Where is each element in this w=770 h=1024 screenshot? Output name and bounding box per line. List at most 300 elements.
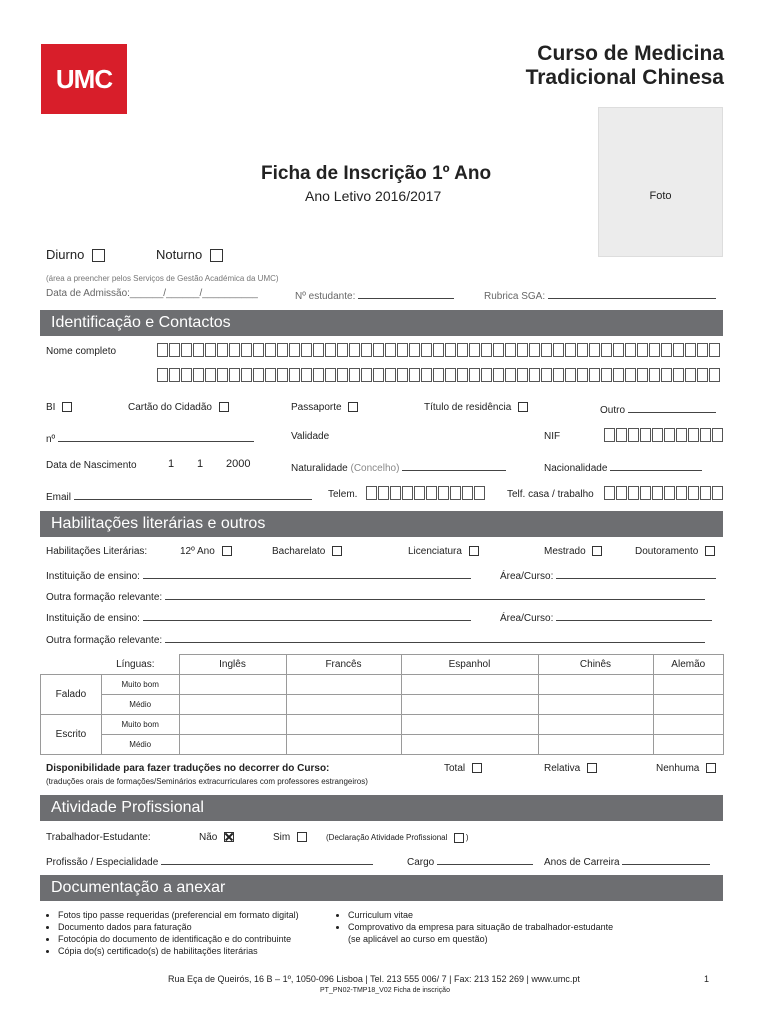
char-box[interactable] xyxy=(640,428,651,442)
written-medium-label: Médio xyxy=(101,735,179,755)
char-box[interactable] xyxy=(289,368,300,382)
table-cell[interactable] xyxy=(401,695,538,715)
char-box[interactable] xyxy=(565,343,576,357)
char-box[interactable] xyxy=(601,368,612,382)
char-box[interactable] xyxy=(577,343,588,357)
availability-relative xyxy=(544,763,597,774)
char-box[interactable] xyxy=(517,368,528,382)
char-box[interactable] xyxy=(277,368,288,382)
char-box[interactable] xyxy=(301,368,312,382)
table-cell[interactable] xyxy=(179,715,286,735)
char-box[interactable] xyxy=(433,343,444,357)
list-item xyxy=(348,921,613,945)
spoken-medium-label: Médio xyxy=(101,695,179,715)
day-checkbox[interactable] xyxy=(92,249,105,262)
char-box[interactable] xyxy=(565,368,576,382)
char-box[interactable] xyxy=(366,486,377,500)
char-box[interactable] xyxy=(457,368,468,382)
footer-address: Rua Eça de Queirós, 16 B – 1º, 1050-096 Lisboa | Tel. 213 555 006/ 7 | Fax: 213 152 269 | www.umc.pt xyxy=(168,974,580,984)
opt-bach xyxy=(272,546,342,557)
declaration-checkbox[interactable] xyxy=(454,833,464,843)
char-box[interactable] xyxy=(697,368,708,382)
opt-master-checkbox[interactable] xyxy=(592,546,602,556)
char-box[interactable] xyxy=(277,343,288,357)
char-box[interactable] xyxy=(397,343,408,357)
id-number xyxy=(46,431,254,445)
char-box[interactable] xyxy=(301,343,312,357)
qual-label: Habilitações Literárias: xyxy=(46,546,148,557)
char-box[interactable] xyxy=(628,428,639,442)
char-box[interactable] xyxy=(685,368,696,382)
relative-label: Relativa xyxy=(544,763,581,774)
char-box[interactable] xyxy=(438,486,449,500)
char-box[interactable] xyxy=(421,368,432,382)
char-box[interactable] xyxy=(688,486,699,500)
char-box[interactable] xyxy=(685,343,696,357)
char-box[interactable] xyxy=(385,343,396,357)
right-item2-line2: (se aplicável ao curso em questão) xyxy=(348,934,488,944)
table-cell[interactable] xyxy=(538,695,653,715)
char-box[interactable] xyxy=(241,343,252,357)
char-box[interactable] xyxy=(529,368,540,382)
char-box[interactable] xyxy=(217,368,228,382)
area-1 xyxy=(500,568,716,582)
char-box[interactable] xyxy=(378,486,389,500)
area-2-field[interactable] xyxy=(556,610,712,621)
char-box[interactable] xyxy=(361,368,372,382)
opt-12-checkbox[interactable] xyxy=(222,546,232,556)
char-box[interactable] xyxy=(529,343,540,357)
char-box[interactable] xyxy=(337,343,348,357)
naturality-label: Naturalidade xyxy=(291,463,348,474)
availability-note: (traduções orais de formações/Seminários extracurriculares com professores estrangeiros) xyxy=(46,777,368,786)
list-item: • Fotocópia do documento de identificação e do contribuinte xyxy=(58,933,299,945)
nationality xyxy=(544,460,702,474)
residence-option xyxy=(424,402,528,413)
full-name-boxes-row2[interactable] xyxy=(157,368,721,382)
nationality-field[interactable] xyxy=(610,460,702,471)
table-cell[interactable] xyxy=(538,715,653,735)
table-row xyxy=(41,695,724,715)
doc-code: PT_PN02-TMP18_V02 Ficha de inscrição xyxy=(320,987,450,994)
char-box[interactable] xyxy=(673,343,684,357)
email-label: Email xyxy=(46,492,72,503)
admission-date: Data de Admissão:______/______/__________ xyxy=(46,288,258,299)
char-box[interactable] xyxy=(421,343,432,357)
list-item: • Fotos tipo passe requeridas (preferencial em formato digital) xyxy=(58,909,299,921)
profession xyxy=(46,854,373,868)
yes-label: Sim xyxy=(273,832,291,843)
availability-total xyxy=(444,763,482,774)
cc-checkbox[interactable] xyxy=(219,402,229,412)
spoken-label: Falado xyxy=(41,675,102,715)
position xyxy=(407,854,533,868)
naturality-hint: (Concelho) xyxy=(350,463,400,474)
char-box[interactable] xyxy=(616,486,627,500)
umc-logo: UMC xyxy=(41,44,127,114)
char-box[interactable] xyxy=(433,368,444,382)
char-box[interactable] xyxy=(373,368,384,382)
total-checkbox[interactable] xyxy=(472,763,482,773)
char-box[interactable] xyxy=(493,368,504,382)
availability-none xyxy=(656,763,716,774)
char-box[interactable] xyxy=(169,368,180,382)
table-cell[interactable] xyxy=(401,735,538,755)
area-2 xyxy=(500,610,712,624)
char-box[interactable] xyxy=(541,343,552,357)
birth-month[interactable]: 1 xyxy=(197,458,204,470)
full-name-boxes-row1[interactable] xyxy=(157,343,721,357)
char-box[interactable] xyxy=(457,343,468,357)
char-box[interactable] xyxy=(253,368,264,382)
naturality-field[interactable] xyxy=(402,460,506,471)
char-box[interactable] xyxy=(649,343,660,357)
char-box[interactable] xyxy=(661,368,672,382)
char-box[interactable] xyxy=(637,343,648,357)
table-cell[interactable] xyxy=(653,675,724,695)
char-box[interactable] xyxy=(664,428,675,442)
schedule-day xyxy=(46,247,105,262)
char-box[interactable] xyxy=(462,486,473,500)
char-box[interactable] xyxy=(700,428,711,442)
institution-2-label: Instituição de ensino: xyxy=(46,613,140,624)
char-box[interactable] xyxy=(601,343,612,357)
languages-header-row xyxy=(41,655,724,675)
bi-checkbox[interactable] xyxy=(62,402,72,412)
opt-bach-label: Bacharelato xyxy=(272,546,326,557)
night-label: Noturno xyxy=(156,247,203,262)
table-cell[interactable] xyxy=(286,675,401,695)
list-item: • Documento dados para faturação xyxy=(58,921,299,933)
table-cell[interactable] xyxy=(286,695,401,715)
lang-german: Alemão xyxy=(653,655,724,675)
admin-note: (área a preencher pelos Serviços de Gestão Académica da UMC) xyxy=(46,274,279,283)
validity-label: Validade xyxy=(291,431,330,442)
char-box[interactable] xyxy=(604,486,615,500)
worker-student-label: Trabalhador-Estudante: xyxy=(46,832,151,843)
char-box[interactable] xyxy=(349,343,360,357)
char-box[interactable] xyxy=(613,343,624,357)
profession-label: Profissão / Especialidade xyxy=(46,857,159,868)
char-box[interactable] xyxy=(313,368,324,382)
char-box[interactable] xyxy=(709,343,720,357)
written-very-good-label: Muito bom xyxy=(101,715,179,735)
school-year: Ano Letivo 2016/2017 xyxy=(305,188,442,204)
table-cell[interactable] xyxy=(538,735,653,755)
char-box[interactable] xyxy=(337,368,348,382)
no-checkbox[interactable] xyxy=(224,832,234,842)
bi-label: BI xyxy=(46,402,56,413)
char-box[interactable] xyxy=(625,343,636,357)
declaration-label: (Declaração Atividade Profissional xyxy=(326,833,448,843)
char-box[interactable] xyxy=(253,343,264,357)
lang-spanish: Espanhol xyxy=(401,655,538,675)
char-box[interactable] xyxy=(553,343,564,357)
email xyxy=(46,489,312,503)
char-box[interactable] xyxy=(613,368,624,382)
email-field[interactable] xyxy=(74,489,312,500)
home-phone-label: Telf. casa / trabalho xyxy=(507,489,594,500)
char-box[interactable] xyxy=(541,368,552,382)
institution-2 xyxy=(46,610,471,624)
career-years xyxy=(544,854,710,868)
languages-table xyxy=(40,654,724,755)
char-box[interactable] xyxy=(181,368,192,382)
residence-label: Título de residência xyxy=(424,402,512,413)
char-box[interactable] xyxy=(640,486,651,500)
photo-box[interactable] xyxy=(598,107,723,257)
table-cell[interactable] xyxy=(401,715,538,735)
char-box[interactable] xyxy=(445,343,456,357)
other-id-option xyxy=(600,402,716,416)
table-cell[interactable] xyxy=(653,735,724,755)
documents-right-list xyxy=(336,909,613,945)
char-box[interactable] xyxy=(229,343,240,357)
char-box[interactable] xyxy=(652,486,663,500)
char-box[interactable] xyxy=(493,343,504,357)
char-box[interactable] xyxy=(205,343,216,357)
rubric xyxy=(484,288,716,302)
char-box[interactable] xyxy=(589,343,600,357)
relative-checkbox[interactable] xyxy=(587,763,597,773)
char-box[interactable] xyxy=(373,343,384,357)
passport-checkbox[interactable] xyxy=(348,402,358,412)
career-years-field[interactable] xyxy=(622,854,710,865)
char-box[interactable] xyxy=(625,368,636,382)
table-row xyxy=(41,675,724,695)
char-box[interactable] xyxy=(265,343,276,357)
char-box[interactable] xyxy=(409,343,420,357)
char-box[interactable] xyxy=(469,343,480,357)
languages-label: Línguas: xyxy=(116,658,155,670)
opt-12 xyxy=(180,546,232,557)
written-label: Escrito xyxy=(41,715,102,755)
char-box[interactable] xyxy=(517,343,528,357)
char-box[interactable] xyxy=(169,343,180,357)
nif-boxes[interactable] xyxy=(604,428,724,442)
table-cell[interactable] xyxy=(286,735,401,755)
char-box[interactable] xyxy=(709,368,720,382)
other-training-2-field[interactable] xyxy=(165,632,705,643)
char-box[interactable] xyxy=(450,486,461,500)
char-box[interactable] xyxy=(649,368,660,382)
opt-master-label: Mestrado xyxy=(544,546,586,557)
char-box[interactable] xyxy=(289,343,300,357)
char-box[interactable] xyxy=(712,486,723,500)
table-cell[interactable] xyxy=(179,695,286,715)
institution-1 xyxy=(46,568,471,582)
worker-yes xyxy=(273,832,307,843)
char-box[interactable] xyxy=(349,368,360,382)
lang-chinese: Chinês xyxy=(538,655,653,675)
char-box[interactable] xyxy=(325,343,336,357)
id-number-field[interactable] xyxy=(58,431,254,442)
char-box[interactable] xyxy=(637,368,648,382)
passport-option xyxy=(291,402,358,413)
char-box[interactable] xyxy=(193,368,204,382)
lang-english: Inglês xyxy=(179,655,286,675)
char-box[interactable] xyxy=(676,486,687,500)
char-box[interactable] xyxy=(604,428,615,442)
table-cell[interactable] xyxy=(179,735,286,755)
section-professional-header: Atividade Profissional xyxy=(40,795,723,821)
student-number-label: Nº estudante: xyxy=(295,291,356,302)
day-label: Diurno xyxy=(46,247,85,262)
nif-label: NIF xyxy=(544,431,561,442)
residence-checkbox[interactable] xyxy=(518,402,528,412)
schedule-night xyxy=(156,247,223,262)
position-field[interactable] xyxy=(437,854,533,865)
char-box[interactable] xyxy=(193,343,204,357)
form-title: Ficha de Inscrição 1º Ano xyxy=(261,163,492,184)
no-label: Não xyxy=(199,832,218,843)
char-box[interactable] xyxy=(313,343,324,357)
passport-label: Passaporte xyxy=(291,402,342,413)
opt-12-label: 12º Ano xyxy=(180,546,215,557)
char-box[interactable] xyxy=(265,368,276,382)
institution-1-field[interactable] xyxy=(143,568,471,579)
table-cell[interactable] xyxy=(401,675,538,695)
institution-2-field[interactable] xyxy=(143,610,471,621)
none-checkbox[interactable] xyxy=(706,763,716,773)
table-cell[interactable] xyxy=(179,675,286,695)
rubric-field[interactable] xyxy=(548,288,716,299)
opt-bach-checkbox[interactable] xyxy=(332,546,342,556)
char-box[interactable] xyxy=(481,343,492,357)
id-number-label: nº xyxy=(46,434,56,445)
availability-label: Disponibilidade para fazer traduções no decorrer do Curso: xyxy=(46,763,330,774)
documents-left-list xyxy=(46,909,299,957)
student-number-field[interactable] xyxy=(358,288,454,299)
char-box[interactable] xyxy=(205,368,216,382)
opt-phd xyxy=(635,546,715,557)
char-box[interactable] xyxy=(712,428,723,442)
opt-master xyxy=(544,546,602,557)
char-box[interactable] xyxy=(697,343,708,357)
table-cell[interactable] xyxy=(653,695,724,715)
section-identification-header: Identificação e Contactos xyxy=(40,310,723,336)
char-box[interactable] xyxy=(589,368,600,382)
char-box[interactable] xyxy=(700,486,711,500)
char-box[interactable] xyxy=(390,486,401,500)
position-label: Cargo xyxy=(407,857,435,868)
birth-day[interactable]: 1 xyxy=(168,458,175,470)
other-training-2-label: Outra formação relevante: xyxy=(46,635,163,646)
opt-lic-checkbox[interactable] xyxy=(469,546,479,556)
right-item2-line1: Comprovativo da empresa para situação de trabalhador-estudante xyxy=(348,922,614,932)
other-training-1-label: Outra formação relevante: xyxy=(46,592,163,603)
area-1-field[interactable] xyxy=(556,568,716,579)
char-box[interactable] xyxy=(402,486,413,500)
phone-label: Telem. xyxy=(328,489,358,500)
total-label: Total xyxy=(444,763,466,774)
char-box[interactable] xyxy=(505,368,516,382)
char-box[interactable] xyxy=(426,486,437,500)
declaration-close: ) xyxy=(465,833,469,843)
char-box[interactable] xyxy=(361,343,372,357)
char-box[interactable] xyxy=(616,428,627,442)
opt-lic-label: Licenciatura xyxy=(408,546,462,557)
full-name-label: Nome completo xyxy=(46,346,117,357)
course-title-line2: Tradicional Chinesa xyxy=(525,66,724,89)
declaration xyxy=(326,833,469,843)
char-box[interactable] xyxy=(474,486,485,500)
table-cell[interactable] xyxy=(653,715,724,735)
night-checkbox[interactable] xyxy=(210,249,223,262)
home-phone-boxes[interactable] xyxy=(604,486,724,500)
list-item: • Curriculum vitae xyxy=(348,909,613,921)
institution-1-label: Instituição de ensino: xyxy=(46,571,140,582)
char-box[interactable] xyxy=(628,486,639,500)
birth-year[interactable]: 2000 xyxy=(226,458,251,470)
birth-label: Data de Nascimento xyxy=(46,460,137,471)
other-id-label: Outro xyxy=(600,405,626,416)
char-box[interactable] xyxy=(409,368,420,382)
career-years-label: Anos de Carreira xyxy=(544,857,620,868)
phone-boxes[interactable] xyxy=(366,486,486,500)
char-box[interactable] xyxy=(577,368,588,382)
naturality xyxy=(291,460,506,474)
char-box[interactable] xyxy=(397,368,408,382)
char-box[interactable] xyxy=(469,368,480,382)
table-cell[interactable] xyxy=(538,675,653,695)
char-box[interactable] xyxy=(481,368,492,382)
char-box[interactable] xyxy=(385,368,396,382)
table-row xyxy=(41,735,724,755)
cc-label: Cartão do Cidadão xyxy=(128,402,212,413)
char-box[interactable] xyxy=(181,343,192,357)
char-box[interactable] xyxy=(217,343,228,357)
char-box[interactable] xyxy=(673,368,684,382)
char-box[interactable] xyxy=(505,343,516,357)
list-item: • Cópia do(s) certificado(s) de habilitações literárias xyxy=(58,945,299,957)
spoken-very-good-label: Muito bom xyxy=(101,675,179,695)
photo-label: Foto xyxy=(649,190,672,202)
other-id-field[interactable] xyxy=(628,402,716,413)
char-box[interactable] xyxy=(661,343,672,357)
none-label: Nenhuma xyxy=(656,763,700,774)
area-1-label: Área/Curso: xyxy=(500,571,554,582)
char-box[interactable] xyxy=(553,368,564,382)
char-box[interactable] xyxy=(414,486,425,500)
opt-lic xyxy=(408,546,479,557)
other-training-1 xyxy=(46,589,705,603)
table-cell[interactable] xyxy=(286,715,401,735)
char-box[interactable] xyxy=(157,343,168,357)
char-box[interactable] xyxy=(445,368,456,382)
char-box[interactable] xyxy=(652,428,663,442)
opt-phd-checkbox[interactable] xyxy=(705,546,715,556)
char-box[interactable] xyxy=(325,368,336,382)
other-training-1-field[interactable] xyxy=(165,589,705,600)
char-box[interactable] xyxy=(688,428,699,442)
worker-no xyxy=(199,832,234,843)
profession-field[interactable] xyxy=(161,854,373,865)
lang-french: Francês xyxy=(286,655,401,675)
other-training-2 xyxy=(46,632,705,646)
rubric-label: Rubrica SGA: xyxy=(484,291,546,302)
yes-checkbox[interactable] xyxy=(297,832,307,842)
area-2-label: Área/Curso: xyxy=(500,613,554,624)
table-row xyxy=(41,715,724,735)
char-box[interactable] xyxy=(664,486,675,500)
page-number: 1 xyxy=(704,974,710,984)
char-box[interactable] xyxy=(241,368,252,382)
char-box[interactable] xyxy=(676,428,687,442)
char-box[interactable] xyxy=(229,368,240,382)
student-number xyxy=(295,288,454,302)
char-box[interactable] xyxy=(157,368,168,382)
